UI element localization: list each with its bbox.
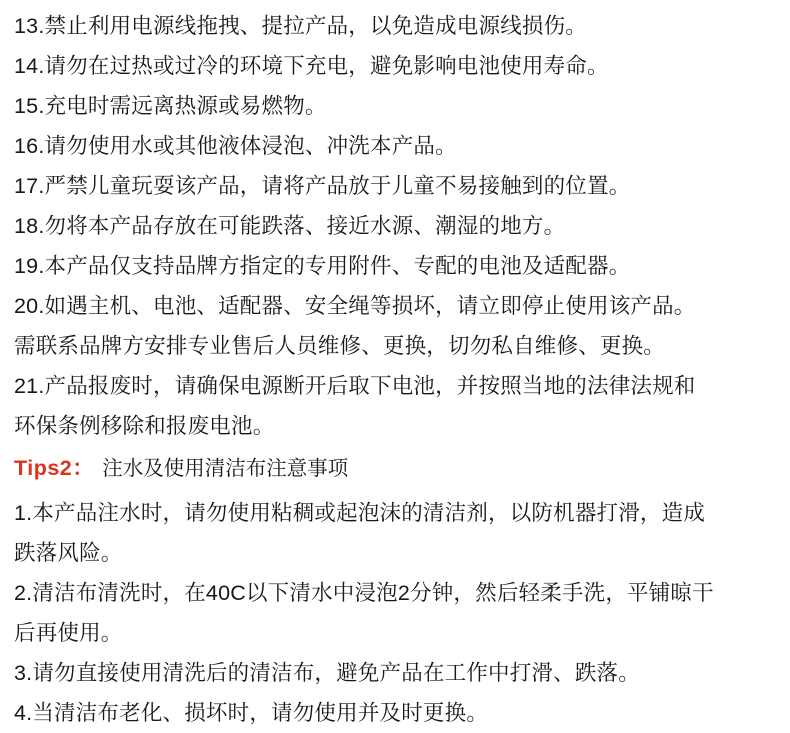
document-line: 19.本产品仅支持品牌方指定的专用附件、专配的电池及适配器。 <box>14 254 631 278</box>
document-line: 跌落风险。 <box>14 541 123 565</box>
document-line: 后再使用。 <box>14 621 123 645</box>
tips-heading-label: Tips2： <box>14 456 95 480</box>
document-line: 15.充电时需远离热源或易燃物。 <box>14 94 327 118</box>
tips-heading-text: 注水及使用清洁布注意事项 <box>102 457 349 480</box>
document-line: 13.禁止利用电源线拖拽、提拉产品，以免造成电源线损伤。 <box>14 14 587 38</box>
document-line: 20.如遇主机、电池、适配器、安全绳等损坏，请立即停止使用该产品。 <box>14 294 696 318</box>
document-line: 3.请勿直接使用清洗后的清洁布，避免产品在工作中打滑、跌落。 <box>14 661 640 685</box>
document-line: 4.当清洁布老化、损坏时，请勿使用并及时更换。 <box>14 701 489 725</box>
document-line: 环保条例移除和报废电池。 <box>14 414 275 438</box>
document-line: 需联系品牌方安排专业售后人员维修、更换，切勿私自维修、更换。 <box>14 334 666 358</box>
document-line: 14.请勿在过热或过冷的环境下充电，避免影响电池使用寿命。 <box>14 54 609 78</box>
document-line: 21.产品报废时，请确保电源断开后取下电池，并按照当地的法律法规和 <box>14 374 696 398</box>
document-line: 16.请勿使用水或其他液体浸泡、冲洗本产品。 <box>14 134 457 158</box>
tips-heading <box>14 446 776 493</box>
document-line: 1.本产品注水时，请勿使用粘稠或起泡沫的清洁剂，以防机器打滑，造成 <box>14 501 706 525</box>
document-line: 18.勿将本产品存放在可能跌落、接近水源、潮湿的地方。 <box>14 214 566 238</box>
document-line: 2.清洁布清洗时，在40C以下清水中浸泡2分钟，然后轻柔手洗，平铺晾干 <box>14 581 714 605</box>
document-line: 17.严禁儿童玩耍该产品，请将产品放于儿童不易接触到的位置。 <box>14 174 631 198</box>
